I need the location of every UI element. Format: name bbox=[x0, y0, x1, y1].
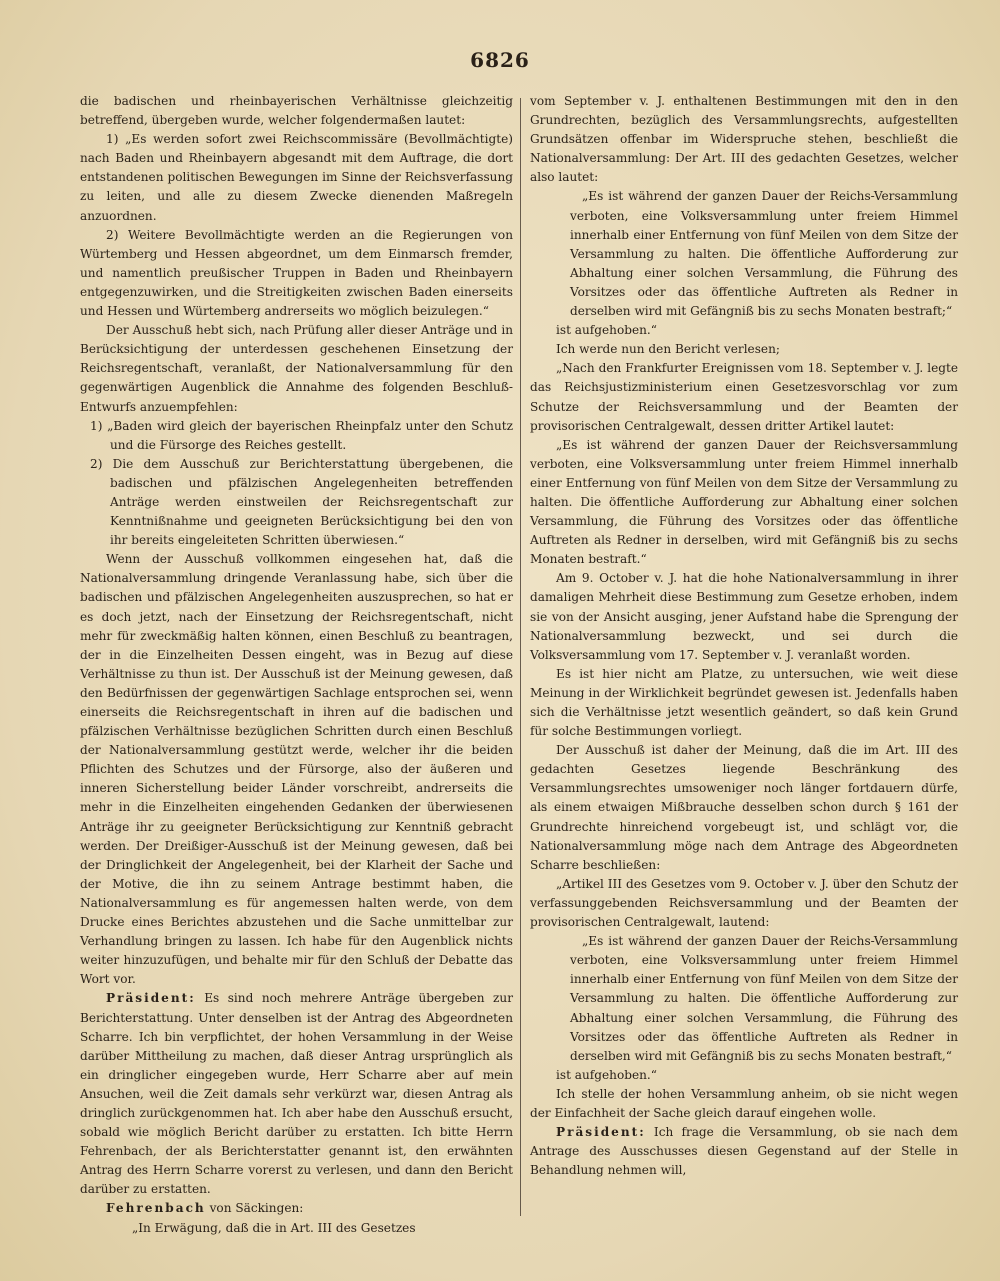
speaker-name: Präsident: bbox=[106, 991, 196, 1006]
paragraph-text: Ich frage die Versammlung, ob sie nach dem Antrage des Ausschusses diesen Gegenstand auf der Stelle in Behandlung nehmen will, bbox=[530, 1125, 958, 1178]
paragraph bbox=[80, 989, 513, 1199]
paragraph bbox=[80, 455, 513, 550]
page-number: 6826 bbox=[470, 48, 530, 72]
paragraph-text: „Nach den Frankfurter Ereignissen vom 18. September v. J. legte das Reichsjustizministerium einen Gesetzesvorschlag vor zum Schutze der Reichsversammlung und der Beamten der provisorischen Centralgewalt, dessen dritter Artikel lautet: bbox=[530, 361, 958, 433]
paragraph-text: 2) Weitere Bevollmächtigte werden an die Regierungen von Würtemberg und Hessen abgeordnet, um dem Einmarsch fremder, und namentlich preußischer Truppen in Baden und Rheinbayern entgegenzuwirken, und die Streitigkeiten zwischen Baden einerseits und Hessen und Würtemberg andrerseits wo möglich beizulegen.“ bbox=[80, 227, 513, 319]
paragraph bbox=[530, 932, 958, 1066]
paragraph-text: Ich stelle der hohen Versammlung anheim, ob sie nicht wegen der Einfachheit der Sache gleich darauf eingehen wolle. bbox=[530, 1086, 958, 1120]
paragraph-text: 2) Die dem Ausschuß zur Berichterstattung übergebenen, die badischen und pfälzischen Angelegenheiten betreffenden Anträge werden einstweilen der Reichsregentschaft zur Kenntnißnahme und geeigneten Berücksichtigung bei den von ihr bereits eingeleiteten Schritten überwiesen.“ bbox=[90, 456, 513, 548]
paragraph-text: „Es ist während der ganzen Dauer der Reichs-Versammlung verboten, eine Volksversammlung unter freiem Himmel innerhalb einer Entfernung von fünf Meilen von dem Sitze der Versammlung zu halten. Die öffentliche Aufforderung zur Abhaltung einer solchen Versammlung, die Führung des Vorsitzes oder das öffentliche Auftreten als Redner in derselben wird mit Gefängniß bis zu sechs Monaten bestraft;“ bbox=[570, 189, 958, 319]
paragraph bbox=[530, 321, 958, 340]
paragraph-text: „Es ist während der ganzen Dauer der Reichsversammlung verboten, eine Volksversammlung unter freiem Himmel innerhalb einer Entfernung von fünf Meilen von dem Sitze der Versammlung zu halten. Die öffentliche Aufforderung zur Abhaltung einer solchen Versammlung, die Führung des Vorsitzes oder das öffentliche Auftreten als Redner in derselben, wird mit Gefängniß bis zu sechs Monaten bestraft.“ bbox=[530, 437, 958, 567]
paragraph bbox=[80, 417, 513, 455]
paragraph-text: Wenn der Ausschuß vollkommen eingesehen hat, daß die Nationalversammlung dringende Veranlassung habe, sich über die badischen und pfälzischen Angelegenheiten auszusprechen, so hat er es doch jetzt, nach der Einsetzung der Reichsregentschaft, nicht mehr für zweckmäßig halten können, einen Beschluß zu beantragen, der in die Einzelheiten Dessen eingeht, was in Bezug auf diese Verhältnisse zu thun ist. Der Ausschuß ist der Meinung gewesen, daß den Bedürfnissen der gegenwärtigen Sachlage entsprochen sei, wenn einerseits die Reichsregentschaft in ihren auf die badischen und pfälzischen Verhältnisse bezüglichen Schritten durch einen Beschluß der Nationalversammlung gestützt werde, welcher ihr die beiden Pflichten des Schutzes und der Fürsorge, also der äußeren und inneren Sicherstellung beider Länder vorschreibt, andrerseits die mehr in die Einzelheiten eingehenden Gedanken der überwiesenen Anträge ihr zu geeigneter Berücksichtigung zur Kenntniß gebracht werden. Der Dreißiger-Ausschuß ist der Meinung gewesen, daß bei der Dringlichkeit der Angelegenheit, bei der Klarheit der Sache und der Motive, die ihn zu seinem Antrage bestimmt haben, die Nationalversammlung es für angemessen halten werde, von dem Drucke eines Berichtes abzustehen und die Sache unmittelbar zur Verhandlung bringen zu lassen. Ich habe für den Augenblick nichts weiter hinzuzufügen, und behalte mir für den Schluß der Debatte das Wort vor. bbox=[80, 552, 513, 987]
paragraph bbox=[530, 340, 958, 359]
paragraph bbox=[80, 1219, 513, 1238]
right-text-column bbox=[530, 92, 958, 1220]
paragraph-text: 1) „Baden wird gleich der bayerischen Rheinpfalz unter den Schutz und die Fürsorge des Reiches gestellt. bbox=[90, 418, 513, 452]
paragraph bbox=[530, 1085, 958, 1123]
paragraph-text: von Säckingen: bbox=[205, 1201, 304, 1216]
paragraph-text: „Artikel III des Gesetzes vom 9. October v. J. über den Schutz der verfassunggebenden Reichsversammlung und der Beamten der provisorischen Centralgewalt, lautend: bbox=[530, 876, 958, 930]
paragraph-text: Der Ausschuß ist daher der Meinung, daß die im Art. III des gedachten Gesetzes liegende Beschränkung des Versammlungsrechtes umsoweniger noch länger fortdauern dürfe, als einem etwaigen Mißbrauche desselben schon durch § 161 der Grundrechte hinreichend vorgebeugt ist, und schlägt vor, die Nationalversammlung möge nach dem Antrage des Abgeordneten Scharre beschließen: bbox=[530, 743, 958, 872]
paragraph-text: Der Ausschuß hebt sich, nach Prüfung aller dieser Anträge und in Berücksichtigung der unterdessen geschehenen Einsetzung der Reichsregentschaft, veranlaßt, der Nationalversammlung für den gegenwärtigen Augenblick die Annahme des folgenden Beschluß-Entwurfs anzuempfehlen: bbox=[80, 323, 513, 414]
paragraph bbox=[530, 875, 958, 932]
paragraph bbox=[530, 1123, 958, 1180]
paragraph-text: Am 9. October v. J. hat die hohe Nationalversammlung in ihrer damaligen Mehrheit diese Bestimmung zum Gesetze erhoben, indem sie von der Ansicht ausging, jener Aufstand habe die Sprengung der Nationalversammlung bezweckt, und sei durch die Volksversammlung vom 17. September v. J. veranlaßt worden. bbox=[530, 571, 958, 662]
paragraph bbox=[80, 130, 513, 225]
paragraph bbox=[80, 92, 513, 130]
speaker-name: Präsident: bbox=[556, 1125, 646, 1140]
column-divider bbox=[520, 98, 521, 1216]
paragraph-text: Ich werde nun den Bericht verlesen; bbox=[556, 342, 780, 357]
paragraph bbox=[80, 1199, 513, 1218]
paragraph bbox=[530, 1066, 958, 1085]
left-text-column bbox=[80, 92, 513, 1235]
paragraph-text: Es ist hier nicht am Platze, zu untersuchen, wie weit diese Meinung in der Wirklichkeit begründet gewesen ist. Jedenfalls haben sich die Verhältnisse jetzt wesentlich geändert, so daß kein Grund für solche Bestimmungen vorliegt. bbox=[530, 666, 958, 739]
paragraph bbox=[530, 665, 958, 741]
paragraph-text: ist aufgehoben.“ bbox=[556, 1067, 657, 1082]
paragraph-text: Es sind noch mehrere Anträge übergeben zur Berichterstattung. Unter denselben ist der Antrag des Abgeordneten Scharre. Ich bin verpflichtet, der hohen Versammlung in der Weise darüber Mittheilung zu machen, daß dieser Antrag ursprünglich als ein dringlicher eingegeben wurde, Herr Scharre aber auf mein Ansuchen, weil die Zeit damals sehr verkürzt war, diesen Antrag als dringlich zurückgenommen hat. Ich aber habe den Ausschuß ersucht, sobald wie möglich Bericht darüber zu erstatten. Ich bitte Herrn Fehrenbach, der als Berichterstatter genannt ist, den erwähnten Antrag des Herrn Scharre vorerst zu verlesen, und dann den Bericht darüber zu erstatten. bbox=[80, 991, 513, 1197]
paragraph bbox=[530, 436, 958, 570]
paragraph bbox=[80, 321, 513, 416]
paragraph-text: die badischen und rheinbayerischen Verhältnisse gleichzeitig betreffend, übergeben wurde, welcher folgendermaßen lautet: bbox=[80, 94, 513, 128]
paragraph-text: ist aufgehoben.“ bbox=[556, 323, 657, 338]
paragraph bbox=[530, 741, 958, 875]
speaker-name: Fehrenbach bbox=[106, 1201, 206, 1216]
paragraph bbox=[80, 550, 513, 989]
paragraph-text: „Es ist während der ganzen Dauer der Reichs-Versammlung verboten, eine Volksversammlung unter freiem Himmel innerhalb einer Entfernung von fünf Meilen von dem Sitze der Versammlung zu halten. Die öffentliche Aufforderung zur Abhaltung einer solchen Versammlung, die Führung des Vorsitzes oder das öffentliche Auftreten als Redner in derselben wird mit Gefängniß bis zu sechs Monaten bestraft,“ bbox=[570, 934, 958, 1063]
paragraph-text: 1) „Es werden sofort zwei Reichscommissäre (Bevollmächtigte) nach Baden und Rheinbayern abgesandt mit dem Auftrage, die dort entstandenen politischen Bewegungen im Sinne der Reichsverfassung zu leiten, und alle zu diesem Zwecke dienenden Maßregeln anzuordnen. bbox=[80, 132, 513, 223]
paragraph bbox=[530, 92, 958, 187]
paragraph bbox=[530, 359, 958, 435]
paragraph bbox=[80, 226, 513, 321]
paragraph bbox=[530, 569, 958, 664]
paragraph bbox=[530, 187, 958, 321]
paragraph-text: vom September v. J. enthaltenen Bestimmungen mit den in den Grundrechten, bezüglich des Versammlungsrechts, aufgestellten Grundsätzen offenbar im Widerspruche stehen, beschließt die Nationalversammlung: Der Art. III des gedachten Gesetzes, welcher also lautet: bbox=[530, 94, 958, 185]
paragraph-text: „In Erwägung, daß die in Art. III des Gesetzes bbox=[132, 1220, 416, 1235]
